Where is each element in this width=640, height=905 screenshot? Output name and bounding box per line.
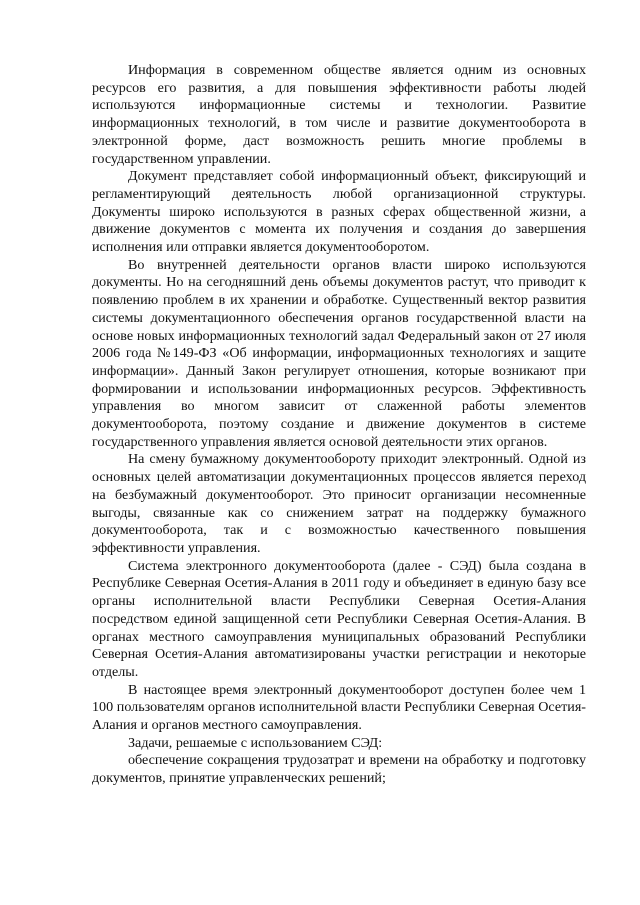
paragraph-sed-system: Система электронного документооборота (далее - СЭД) была создана в Республике Северная Осетия-Алания в 2011 году и объединяет в единую базу все органы исполнительной власти Республики Северная Осетия-Алания посредством единой защищенной сети Республики Северная Осетия-Алания. В органах местного самоуправления муниципальных образований Республики Северная Осетия-Алания автоматизированы участки регистрации и некоторые отделы. bbox=[92, 557, 586, 680]
paragraph-document-definition: Документ представляет собой информационный объект, фиксирующий и регламентирующий деятельность любой организационной структуры. Документы широко используются в разных сферах общественной жизни, а движение документов с момента их получения и создания до завершения исполнения или отправки является документооборотом. bbox=[92, 168, 586, 256]
paragraph-users-count: В настоящее время электронный документооборот доступен более чем 1 100 пользователям органов исполнительной власти Республики Северная Осетия-Алания и органов местного самоуправления. bbox=[92, 681, 586, 734]
paragraph-electronic-transition: На смену бумажному документообороту приходит электронный. Одной из основных целей автоматизации документационных процессов является переход на безбумажный документооборот. Это приносит организации несомненные выгоды, связанные как со снижением затрат на поддержку бумажного документооборота, так и с возможностью качественного повышения эффективности управления. bbox=[92, 451, 586, 556]
document-page bbox=[92, 62, 586, 788]
paragraph-tasks-heading: Задачи, решаемые с использованием СЭД: bbox=[128, 734, 383, 751]
paragraph-information-society: Информация в современном обществе является одним из основных ресурсов его развития, а для повышения эффективности работы людей используются информационные системы и технологии. Развитие информационных технологий, в том числе и развитие документооборота в электронной форме, даст возможность решить многие проблемы в государственном управлении. bbox=[92, 62, 586, 167]
paragraph-task-item: обеспечение сокращения трудозатрат и времени на обработку и подготовку документов, принятие управленческих решений; bbox=[92, 752, 586, 787]
paragraph-federal-law: Во внутренней деятельности органов власти широко используются документы. Но на сегодняшний день объемы документов растут, что приводит к появлению проблем в их хранении и обработке. Существенный вектор развития системы документационного обеспечения органов государственной власти на основе новых информационных технологий задал Федеральный закон от 27 июля 2006 года №149-ФЗ «Об информации, информационных технологиях и защите информации». Данный Закон регулирует отношения, которые возникают при формировании и использовании информационных ресурсов. Эффективность управления во многом зависит от слаженной работы элементов документооборота, поэтому создание и движение документов в системе государственного управления является основой деятельности этих органов. bbox=[92, 256, 586, 450]
